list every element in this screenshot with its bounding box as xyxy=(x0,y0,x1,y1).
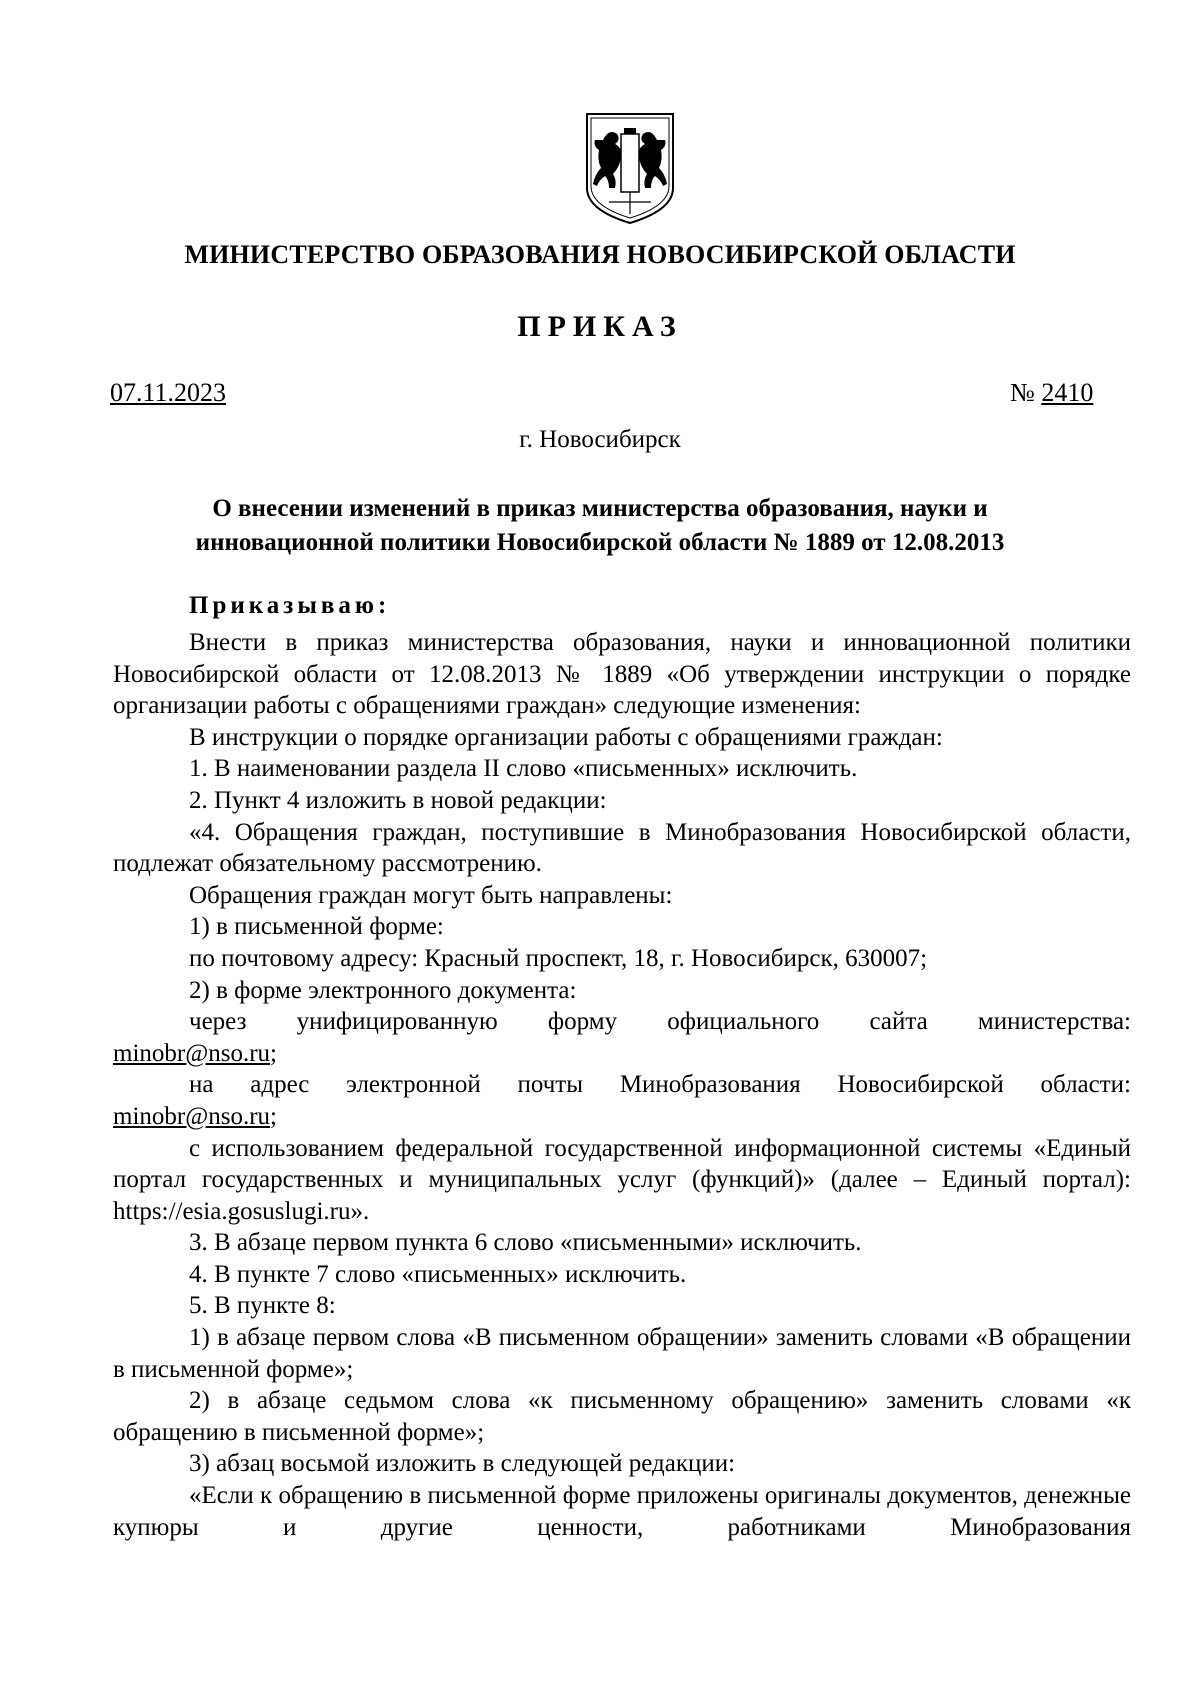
paragraph-item-3: 3. В абзаце первом пункта 6 слово «письменными» исключить. xyxy=(189,1229,862,1257)
city-name: г. Новосибирск xyxy=(519,426,681,453)
paragraph-item-5-2: 2) в абзаце седьмом слова «к письменному обращению» заменить словами «к обращению в письменной форме»; xyxy=(113,1387,1131,1446)
order-subject xyxy=(120,492,1080,560)
paragraph-item-5-3: 3) абзац восьмой изложить в следующей редакции: xyxy=(189,1450,736,1478)
paragraph-item-4: 4. В пункте 7 слово «письменных» исключить. xyxy=(189,1260,687,1288)
paragraph-website-form xyxy=(113,1006,1131,1038)
paragraph-item-1: 1. В наименовании раздела II слово «письменных» исключить. xyxy=(189,755,858,783)
subject-line-2: инновационной политики Новосибирской области № 1889 от 12.08.2013 xyxy=(195,529,1005,556)
email-address-text: на адрес электронной почты Минобразования Новосибирской области: xyxy=(189,1071,1131,1099)
paragraph-item-2: 2. Пункт 4 изложить в новой редакции: xyxy=(189,786,607,814)
paragraph-instruction: В инструкции о порядке организации работы с обращениями граждан: xyxy=(189,723,943,751)
paragraph-appeals-sent: Обращения граждан могут быть направлены: xyxy=(189,881,673,909)
paragraph-website-link xyxy=(113,1038,1131,1070)
paragraph-item-5-1: 1) в абзаце первом слова «В письменном обращении» заменить словами «В обращении в письменной форме»; xyxy=(113,1324,1131,1383)
paragraph-point-4: «4. Обращения граждан, поступившие в Минобразования Новосибирской области, подлежат обязательному рассмотрению. xyxy=(113,818,1131,878)
order-body xyxy=(113,627,1131,1543)
paragraph-email-link xyxy=(113,1101,1131,1133)
document-type-title: ПРИКАЗ xyxy=(517,310,683,343)
order-number-value: 2410 xyxy=(1041,378,1094,407)
paragraph-postal-address: по почтовому адресу: Красный проспект, 18, г. Новосибирск, 630007; xyxy=(189,944,928,972)
order-number-prefix: № xyxy=(1010,378,1042,407)
order-date: 07.11.2023 xyxy=(110,378,227,407)
paragraph-originals: «Если к обращению в письменной форме приложены оригиналы документов, денежные купюры и другие ценности, работниками Минобразования xyxy=(113,1482,1131,1541)
email-link-2[interactable]: minobr@nso.ru xyxy=(113,1102,271,1130)
paragraph-item-5: 5. В пункте 8: xyxy=(189,1292,336,1320)
paragraph-written-form: 1) в письменной форме: xyxy=(189,913,444,941)
paragraph-intro: Внести в приказ министерства образования, науки и инновационной политики Новосибирской области от 12.08.2013 № 1889 «Об утверждении инструкции о порядке организации работы с обращениями граждан» следующие изменения: xyxy=(113,629,1131,720)
website-form-text: через унифицированную форму официального сайта министерства: xyxy=(189,1008,1131,1036)
paragraph-email-address xyxy=(113,1069,1131,1101)
paragraph-electronic-form: 2) в форме электронного документа: xyxy=(189,976,577,1004)
email-link-1[interactable]: minobr@nso.ru xyxy=(113,1039,271,1067)
ordering-word: Приказываю: xyxy=(189,592,391,619)
email-link-end: ; xyxy=(270,1102,277,1130)
website-link-end: ; xyxy=(270,1039,277,1067)
ministry-name: МИНИСТЕРСТВО ОБРАЗОВАНИЯ НОВОСИБИРСКОЙ ОБЛАСТИ xyxy=(184,240,1016,269)
coat-of-arms-emblem xyxy=(581,110,679,226)
paragraph-unified-portal: с использованием федеральной государственной информационной системы «Единый портал государственных и муниципальных услуг (функций)» (далее – Единый портал): https://esia.gosuslugi.ru». xyxy=(113,1134,1131,1225)
subject-line-1: О внесении изменений в приказ министерства образования, науки и xyxy=(212,495,988,522)
order-number xyxy=(1010,378,1093,408)
